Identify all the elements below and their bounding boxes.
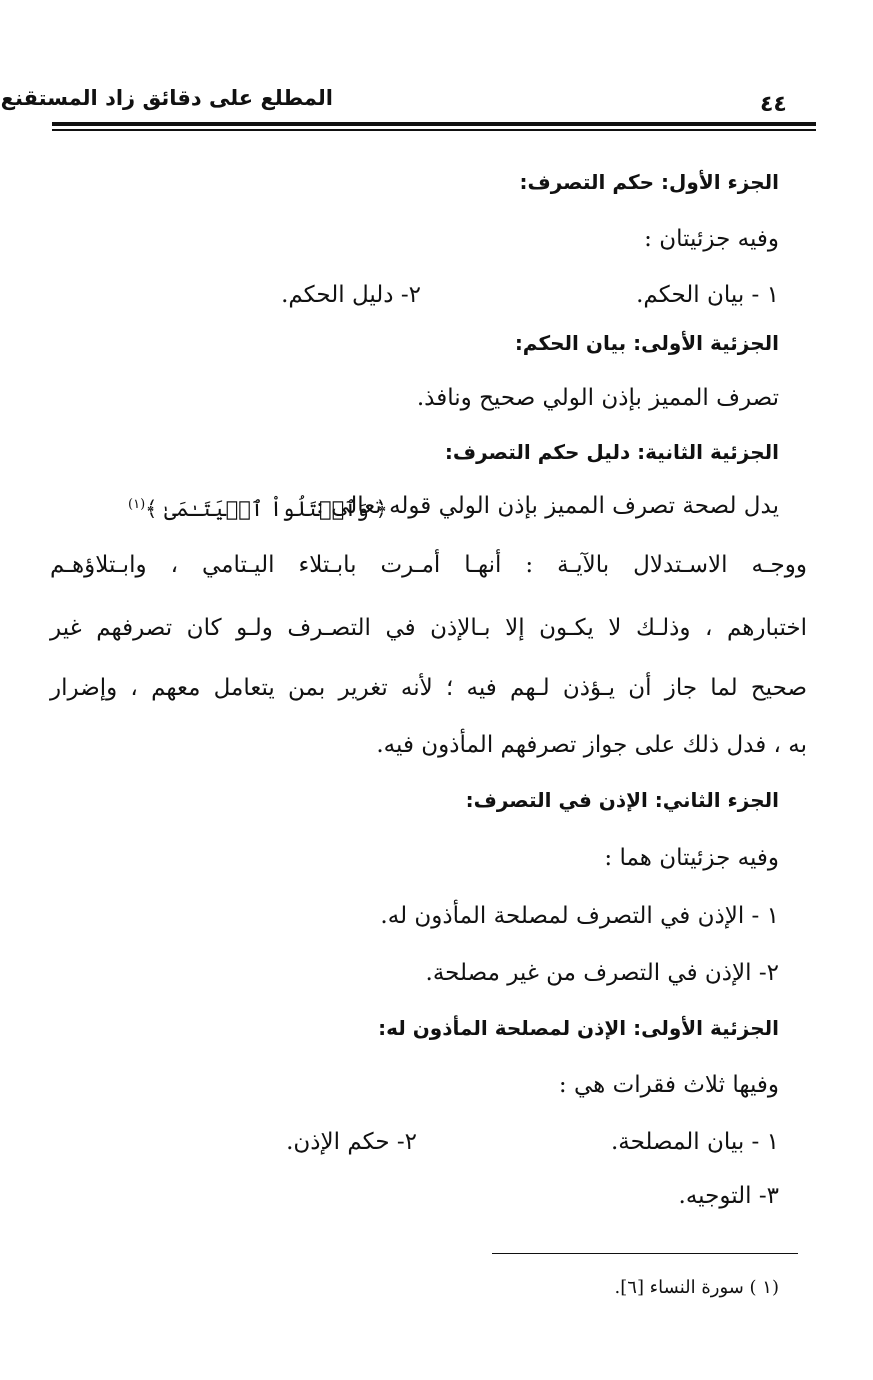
part-2-intro: وفيه جزئيتان هما : (604, 845, 779, 871)
footnote-1: (١ ) سورة النساء [٦]. (614, 1277, 779, 1298)
part-2-item-1: ١ - الإذن في التصرف لمصلحة المأذون له. (380, 903, 779, 929)
paragraph-line-3: صحيح لما جاز أن يـؤذن لـهم فيه ؛ لأنه تغرير بمن يتعامل معهم ، وإضرار (50, 675, 807, 701)
running-header-title: المطلع على دقائق زاد المستقنع (0, 86, 333, 110)
page-number: ٤٤ (760, 92, 787, 117)
header-rule-thin (52, 129, 816, 131)
part-1-item-1: ١ - بيان الحكم. (636, 282, 779, 308)
heading-part-1: الجزء الأول: حكم التصرف: (519, 170, 779, 194)
part-2-item-2: ٢- الإذن في التصرف من غير مصلحة. (425, 960, 779, 986)
part-2-sub-1-item-1: ١ - بيان المصلحة. (610, 1129, 779, 1155)
quran-verse (128, 489, 388, 525)
part-2-sub-1-item-3: ٣- التوجيه. (678, 1183, 779, 1209)
header-rule-thick (52, 122, 816, 126)
heading-part-2: الجزء الثاني: الإذن في التصرف: (465, 788, 779, 812)
quran-verse-text: ﴿ وَٱبۡتَلُواْ ٱلۡيَتَـٰمَىٰ ﴾ (145, 497, 388, 521)
paragraph-line-1: ووجـه الاسـتدلال بالآيـة : أنهـا أمـرت بابـتلاء اليـتامي ، وابـتلاؤهـم (50, 552, 807, 578)
footnote-mark[interactable]: (١) (128, 497, 146, 512)
part-1-item-2: ٢- دليل الحكم. (281, 282, 421, 308)
heading-part-1-sub-1: الجزئية الأولى: بيان الحكم: (514, 331, 779, 355)
part-1-sub-1-text: تصرف المميز بإذن الولي صحيح ونافذ. (416, 385, 779, 411)
footnote-separator (492, 1253, 798, 1254)
part-1-sub-2-text: يدل لصحة تصرف المميز بإذن الولي قوله تعالى : (316, 493, 779, 519)
part-1-intro: وفيه جزئيتان : (644, 226, 779, 252)
paragraph-line-2: اختبارهم ، وذلـك لا يكـون إلا بـالإذن في التصـرف ولـو كان تصرفهم غير (50, 615, 807, 641)
part-2-sub-1-item-2: ٢- حكم الإذن. (286, 1129, 417, 1155)
heading-part-2-sub-1: الجزئية الأولى: الإذن لمصلحة المأذون له: (378, 1016, 779, 1040)
paragraph-line-4: به ، فدل ذلك على جواز تصرفهم المأذون فيه. (376, 732, 807, 758)
part-2-sub-1-intro: وفيها ثلاث فقرات هي : (558, 1072, 779, 1098)
heading-part-1-sub-2: الجزئية الثانية: دليل حكم التصرف: (444, 440, 779, 464)
